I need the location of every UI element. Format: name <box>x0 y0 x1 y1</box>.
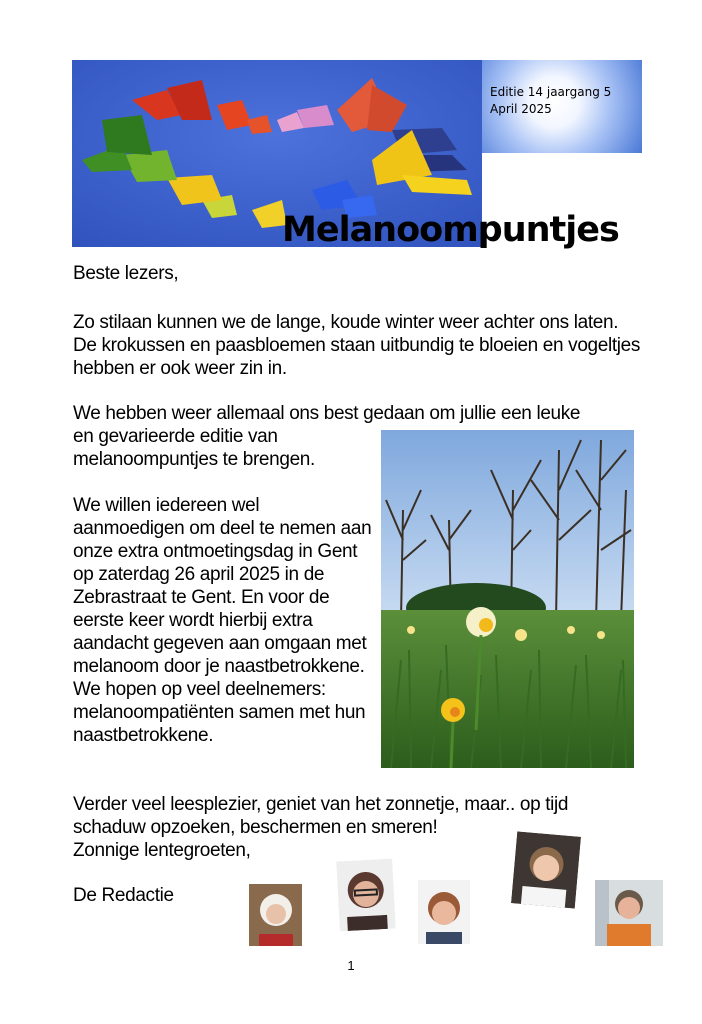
paragraph-closing-line2: schaduw opzoeken, beschermen en smeren! <box>73 817 438 838</box>
edition-info <box>490 84 611 118</box>
portrait-1-icon <box>249 884 302 946</box>
paragraph-meetingday: We willen iedereen wel aanmoedigen om deel te nemen aan onze extra ontmoetingsdag in Gent op zaterdag 26 april 2025 in de Zebrastraat te Gent. En voor de eerste keer wordt hierbij extra aandacht gegeven aan omgaan met melanoom door je naastbetrokkene. We hopen op veel deelnemers: melanoompatiënten samen met hun naastbetrokkene. <box>73 495 372 746</box>
portrait-4-icon <box>511 831 581 908</box>
portrait-5-icon <box>595 880 663 946</box>
page-number: 1 <box>347 958 355 973</box>
paragraph-edition: en gevarieerde editie van melanoompuntjes te brengen. <box>73 426 315 470</box>
paragraph-intro: Zo stilaan kunnen we de lange, koude winter weer achter ons laten. De krokussen en paasbloemen staan uitbundig te bloeien en vogeltjes hebben er ook weer zin in. <box>73 312 641 379</box>
newsletter-title: Melanoompuntjes <box>282 210 619 250</box>
portrait-3-icon <box>418 880 470 944</box>
closing-greeting: Zonnige lentegroeten, <box>73 840 251 861</box>
paragraph-edition-line: We hebben weer allemaal ons best gedaan om jullie een leuke <box>73 403 581 424</box>
portrait-2-icon <box>336 859 396 932</box>
signature: De Redactie <box>73 885 174 906</box>
daffodils-park-photo-icon <box>381 430 634 768</box>
edition-date: April 2025 <box>490 102 552 116</box>
paragraph-closing-line1: Verder veel leesplezier, geniet van het zonnetje, maar.. op tijd <box>73 794 569 815</box>
edition-line: Editie 14 jaargang 5 <box>490 85 612 99</box>
greeting: Beste lezers, <box>73 263 179 284</box>
